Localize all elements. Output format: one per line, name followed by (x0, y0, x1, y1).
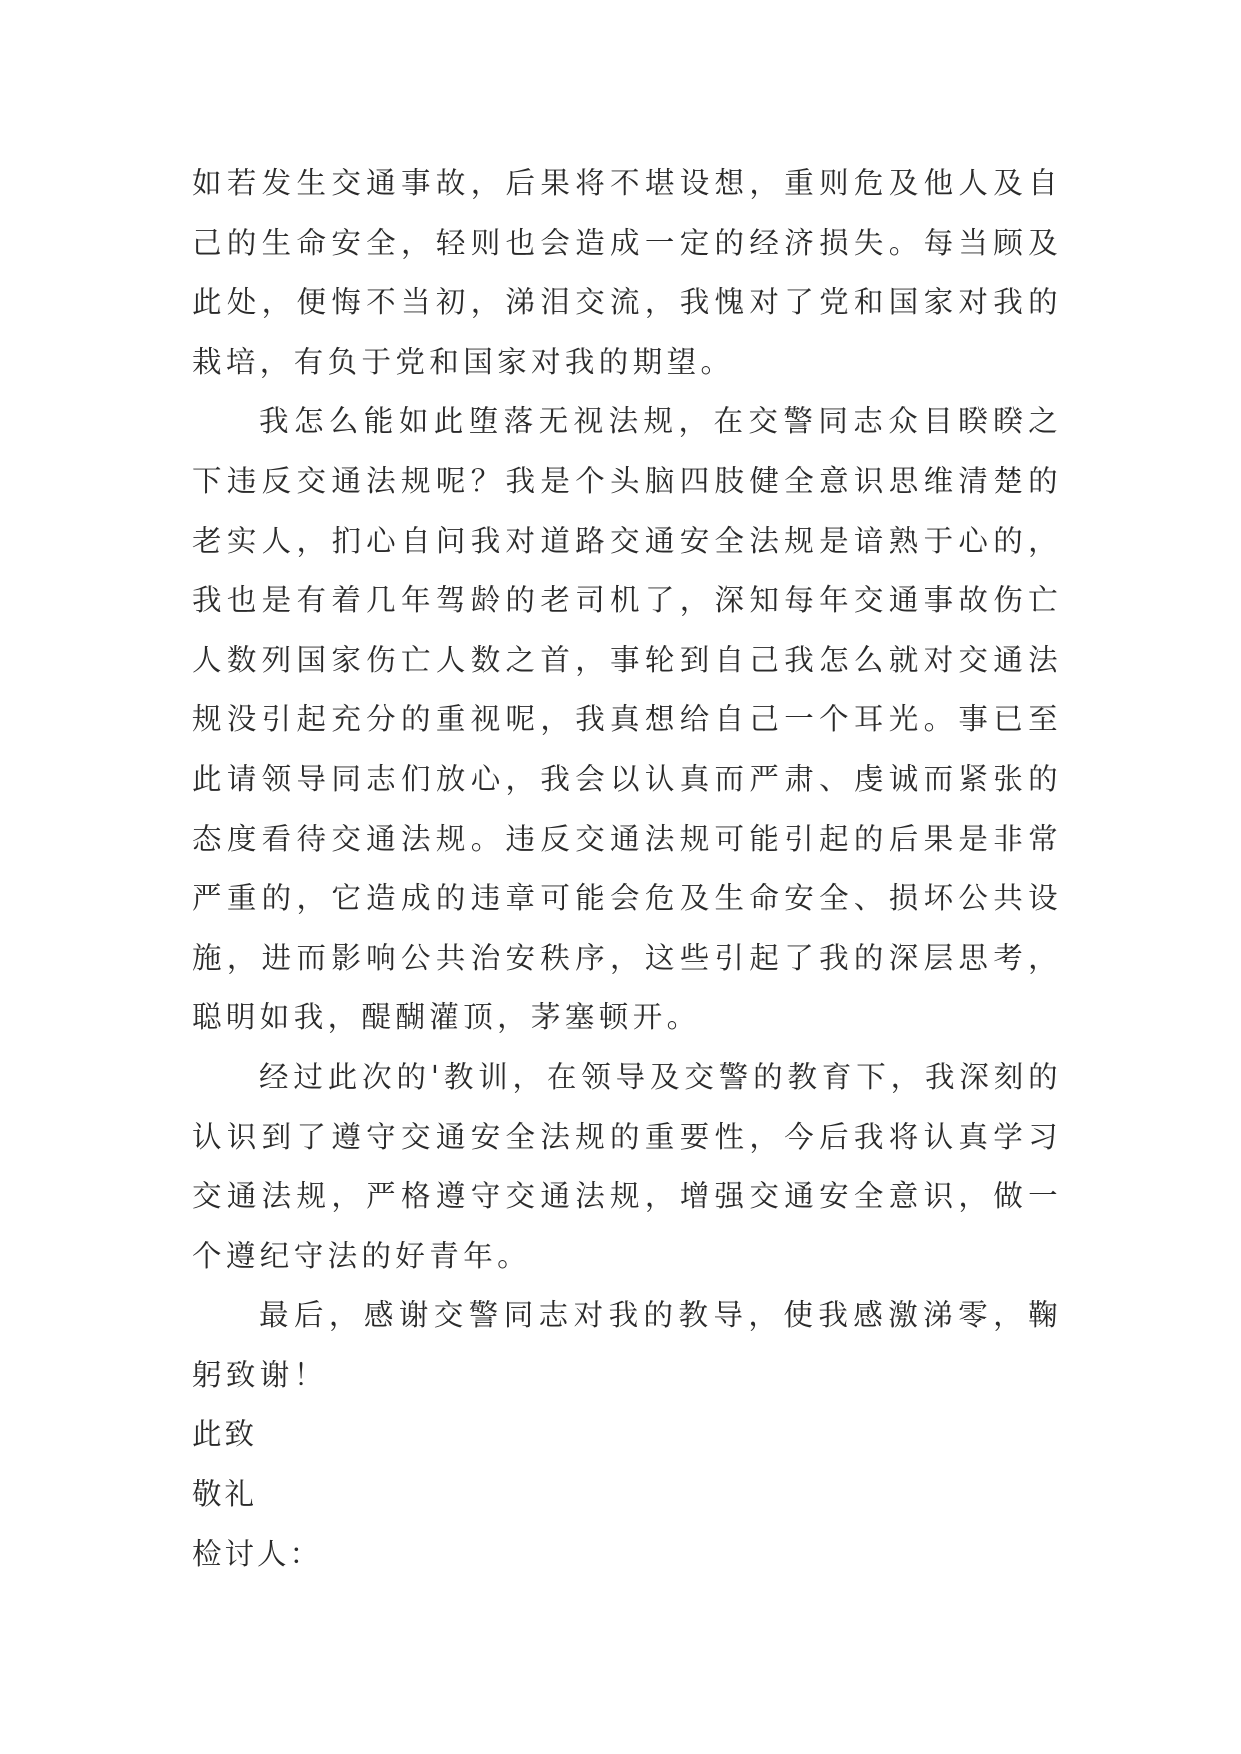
closing-regards: 敬礼 (192, 1477, 258, 1512)
paragraph-lesson-learned: 经过此次的'教训，在领导及交警的教育下，我深刻的认识到了遵守交通安全法规的重要性，今后我将认真学习交通法规，严格遵守交通法规，增强交通安全意识，做一个遵纪守法的好青年。 (192, 1059, 1062, 1273)
paragraph-consequences: 如若发生交通事故，后果将不堪设想，重则危及他人及自己的生命安全，轻则也会造成一定的经济损失。每当顾及此处，便悔不当初，涕泪交流，我愧对了党和国家对我的栽培，有负于党和国家对我的期望。 (192, 166, 1062, 379)
paragraph-self-reflection: 我怎么能如此堕落无视法规，在交警同志众目睽睽之下违反交通法规呢？我是个头脑四肢健全意识思维清楚的老实人，扪心自问我对道路交通安全法规是谙熟于心的，我也是有着几年驾龄的老司机了，深知每年交通事故伤亡人数列国家伤亡人数之首，事轮到自己我怎么就对交通法规没引起充分的重视呢，我真想给自己一个耳光。事已至此请领导同志们放心，我会以认真而严肃、虔诚而紧张的态度看待交通法规。违反交通法规可能引起的后果是非常严重的，它造成的违章可能会危及生命安全、损坏公共设施，进而影响公共治安秩序，这些引起了我的深层思考，聪明如我，醍醐灌顶，茅塞顿开。 (192, 404, 1062, 1035)
document-body (192, 154, 1062, 1584)
paragraph-thanks: 最后，感谢交警同志对我的教导，使我感激涕零，鞠躬致谢！ (192, 1298, 1062, 1392)
signature-label: 检讨人： (192, 1536, 323, 1571)
closing-salutation: 此致 (192, 1417, 258, 1452)
